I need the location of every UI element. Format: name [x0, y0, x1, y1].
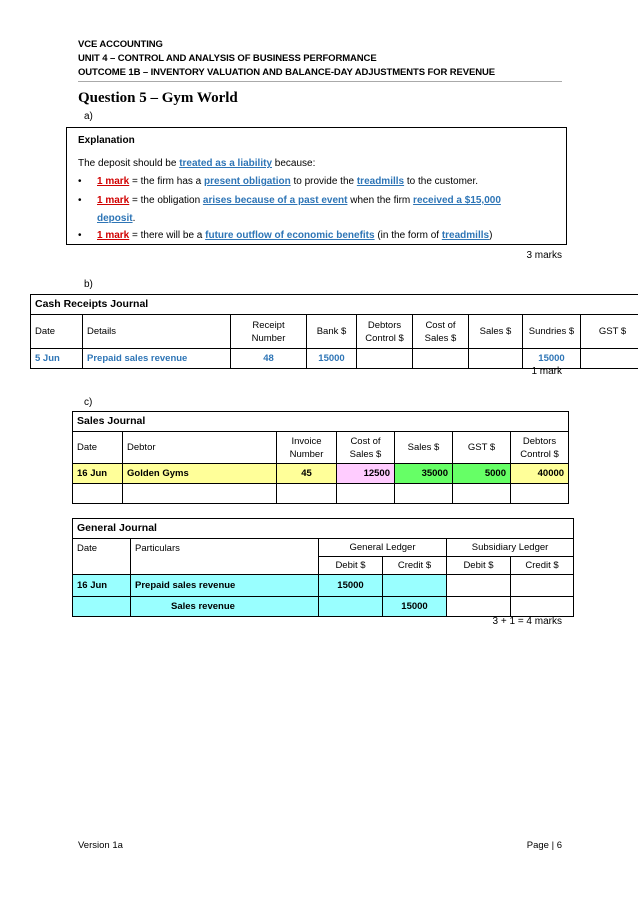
crj-col-header: Details [83, 315, 231, 349]
part-a-marks: 3 marks [526, 250, 562, 261]
part-c-label: c) [84, 397, 93, 408]
crj-header-row [31, 315, 638, 349]
sj-col-header: Invoice Number [277, 432, 337, 464]
cash-receipts-journal [30, 294, 638, 369]
header-rule [78, 81, 562, 82]
gj-col-header: Particulars [131, 539, 319, 575]
bullet-1: • 1 mark = the firm has a present obligation to provide the treadmills to the customer. [78, 176, 479, 187]
header-line-2: UNIT 4 – CONTROL AND ANALYSIS OF BUSINESS PERFORMANCE [78, 53, 377, 64]
sj-col-header: Cost of Sales $ [337, 432, 395, 464]
crj-title: Cash Receipts Journal [31, 295, 638, 315]
sj-title: Sales Journal [73, 412, 569, 432]
question-title: Question 5 – Gym World [78, 90, 238, 106]
general-journal [72, 518, 574, 617]
crj-col-header: Receipt Number [231, 315, 307, 349]
crj-col-header: Bank $ [307, 315, 357, 349]
part-b-label: b) [84, 279, 93, 290]
table-row: 16 Jun Prepaid sales revenue 15000 [73, 575, 574, 597]
sales-journal [72, 411, 569, 504]
crj-col-header: Sundries $ [523, 315, 581, 349]
table-row: 16 Jun Golden Gyms 45 12500 35000 5000 40000 [73, 464, 569, 484]
crj-col-header: GST $ [581, 315, 638, 349]
footer-page-number: Page | 6 [526, 840, 562, 851]
explanation-box [66, 127, 567, 245]
sj-col-header: Debtors Control $ [511, 432, 569, 464]
gj-col-header: Subsidiary Ledger [447, 539, 574, 557]
part-c-marks: 3 + 1 = 4 marks [492, 616, 562, 627]
gj-header-row [73, 539, 574, 557]
header-line-1: VCE ACCOUNTING [78, 39, 163, 50]
table-row: Sales revenue 15000 [73, 597, 574, 617]
gj-col-header: Date [73, 539, 131, 575]
sj-col-header: Sales $ [395, 432, 453, 464]
gj-col-header: General Ledger [319, 539, 447, 557]
sj-header-row [73, 432, 569, 464]
bullet-3: • 1 mark = there will be a future outflow of economic benefits (in the form of treadmills) [78, 230, 493, 241]
part-b-marks: 1 mark [531, 366, 562, 377]
explanation-intro: The deposit should be treated as a liability because: [78, 158, 316, 169]
bullet-2: • 1 mark = the obligation arises because of a past event when the firm received a $15,000 deposit. [78, 195, 501, 224]
explanation-title: Explanation [78, 135, 135, 146]
sj-col-header: Date [73, 432, 123, 464]
gj-subheader-row: Debit $ Credit $ Debit $ Credit $ [73, 557, 574, 575]
crj-col-header: Sales $ [469, 315, 523, 349]
table-row: 5 Jun Prepaid sales revenue 48 15000 15000 [31, 349, 638, 369]
header-line-3: OUTCOME 1B – INVENTORY VALUATION AND BALANCE-DAY ADJUSTMENTS FOR REVENUE [78, 67, 495, 78]
gj-title: General Journal [73, 519, 574, 539]
crj-col-header: Debtors Control $ [357, 315, 413, 349]
footer-version: Version 1a [78, 840, 123, 851]
crj-col-header: Date [31, 315, 83, 349]
sj-col-header: Debtor [123, 432, 277, 464]
crj-col-header: Cost of Sales $ [413, 315, 469, 349]
sj-col-header: GST $ [453, 432, 511, 464]
table-row [73, 484, 569, 504]
part-a-label: a) [84, 111, 93, 122]
